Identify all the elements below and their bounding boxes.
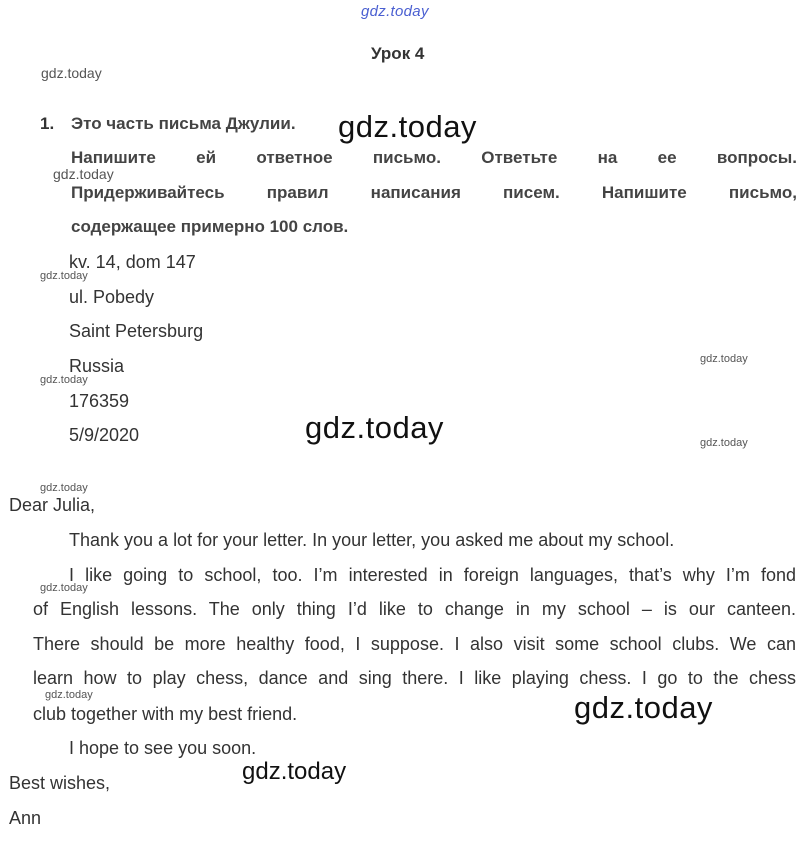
watermark-tiny: gdz.today [40,374,88,386]
task-line-2: Напишите ей ответное письмо. Ответьте на ее вопросы. [71,148,797,167]
site-header-link[interactable]: gdz.today [361,3,429,20]
task-number: 1. [40,114,55,133]
watermark-large: gdz.today [305,410,444,445]
address-line-3: Saint Petersburg [69,321,204,341]
watermark-tiny: gdz.today [40,582,88,594]
letter-greeting: Dear Julia, [9,495,96,515]
letter-paragraph-3: I hope to see you soon. [69,738,257,758]
watermark-tiny: gdz.today [700,437,748,449]
task-line-1: Это часть письма Джулии. [71,114,296,133]
letter-paragraph-2-line-5: club together with my best friend. [33,704,298,724]
letter-date: 5/9/2020 [69,425,140,445]
task-line-3: Придерживайтесь правил написания писем. Напишите письмо, [71,183,797,202]
letter-paragraph-1: Thank you a lot for your letter. In your letter, you asked me about my school. [69,530,675,550]
letter-closing: Best wishes, [9,773,111,793]
watermark-large: gdz.today [338,109,477,144]
letter-paragraph-2-line-1: I like going to school, too. I’m interested in foreign languages, that’s why I’m fond [69,565,796,585]
task-line-4: содержащее примерно 100 слов. [71,217,349,236]
watermark-tiny: gdz.today [40,482,88,494]
watermark-small: gdz.today [41,65,102,81]
letter-paragraph-2-line-4: learn how to play chess, dance and sing there. I like playing chess. I go to the chess [33,668,796,688]
watermark-tiny: gdz.today [45,689,93,701]
address-postcode: 176359 [69,391,130,411]
letter-paragraph-2-line-3: There should be more healthy food, I suppose. I also visit some school clubs. We can [33,634,796,654]
watermark-medium: gdz.today [242,758,347,785]
address-line-4: Russia [69,356,125,376]
watermark-tiny: gdz.today [40,270,88,282]
letter-signature: Ann [9,808,42,828]
lesson-title: Урок 4 [371,44,425,63]
letter-paragraph-2-line-2: of English lessons. The only thing I’d like to change in my school – is our canteen. [33,599,796,619]
address-line-1: kv. 14, dom 147 [69,252,196,272]
watermark-tiny: gdz.today [700,353,748,365]
watermark-large: gdz.today [574,690,713,725]
address-line-2: ul. Pobedy [69,287,155,307]
watermark-small: gdz.today [53,166,114,182]
